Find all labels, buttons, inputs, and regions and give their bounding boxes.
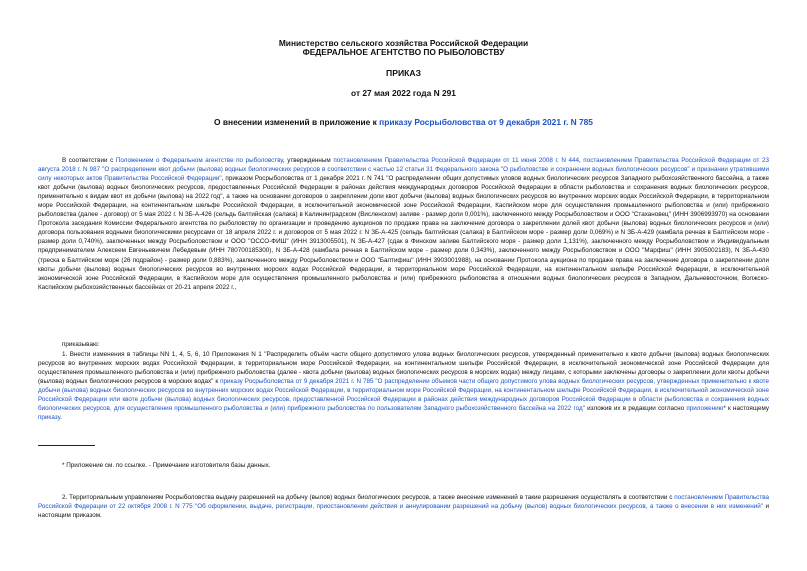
appendix-link[interactable]: приложению [686,405,724,413]
document-type-heading: ПРИКАЗ [386,68,421,78]
title-text: О внесении изменений в приложение к [214,117,380,127]
footnote-divider [38,445,95,446]
document-date: от 27 мая 2022 года N 291 [351,88,456,98]
item-1-text-3: * к настоящему [723,405,770,413]
preamble-paragraph [38,156,769,292]
government-decree-775-link[interactable]: постановлением Правительства Российской Федерации от 22 октября 2008 г. N 775 "Об оформлении, выдаче, регистрации, приостановлении действия и аннулировании разрешений на добычу (вылов) водных биологических ресурсов, а также о внесении в них изменений" [38,494,769,511]
preamble-text-5: , а также на основании договоров о закреплении доли квот добычи (вылова) водных биологических ресурсов во внутренних морских водах Российской Федерации, в территориальном море Российской Федерации, на континентальном шельфе Российской Федерации, в исключительной экономической зоне Российской Федерации, Каспийском море для осуществления промышленного рыболовства и (или) прибрежного рыболовства (далее - договор) от 5 мая 2022 г. N ЗБ-А-426 (сельдь балтийская (салака) в Калининградском (Висленском) заливе - размер доли 0,001%), заключенного между Росрыболовством и ООО "Стахановец" (ИНН 3906993970) на основании Протокола заседания Комиссии Федерального агентства по рыболовству по организации и проведению аукционов по продаже права на заключение договора о закреплении долей квот добычи (вылова) водных биологических ресурсов и (или) договора пользования водными биологическими ресурсами от 18 апреля 2022 г. и договоров от 5 мая 2022 г. N ЗБ-А-425 (сельдь балтийская (салака) в Балтийском море - размер доли 0,069%) и N ЗБ-А-429 (камбала речная в Балтийском море - размер доли 0,740%), заключенных между Росрыболовством и ООО "ОССО-ФИШ" (ИНН 3913005501), N ЗБ-А-427 (сдак в Финском заливе Балтийского моря - размер доли 1,131%), заключенного между Росрыболовством и Индивидуальным предпринимателем Алексеем Евгеньевичем Лебедевым (ИНН 780700185300), N ЗБ-А-428 (камбала речная в Балтийском море - размер доли 0,343%), заключенного между Росрыболовством и ООО "Марфиш" (ИНН 3905002183), N ЗБ-А-430 (треска в Балтийском море (26 подрайон) - размер доли 0,883%), заключенного между Росрыболовством и ООО "Балтифиш" (ИНН 3903001988), на основании Протокола аукциона по продаже права на заключение договора о закреплении доли квоты добычи (вылова) водных биологических ресурсов во внутренних морских водах Российской Федерации, в территориальном море Российской Федерации, на континентальном шельфе Российской Федерации, в исключительной экономической зоне Российской Федерации, в Каспийском море для осуществления промышленного рыболовства и (или) прибрежного рыболовства в отношении водных биологических ресурсов в Западном, Дальневосточном, Волжско-Каспийском рыбохозяйственных бассейнах от 20-21 апреля 2022 г., [38,193,769,291]
preamble-text-2: , утвержденным [282,157,334,164]
footnote: * Приложение см. по ссылке. - Примечание изготовителя базы данных. [62,462,271,469]
preamble-text-4: , приказом Росрыболовства от 1 декабря 2021 г. N 741 "О распределении общих допустимых уловов водных биологических ресурсов Западного рыбохозяйственного бассейна, а также квот добычи (вылова) водных биологических ресурсов, предоставленных Российской Федерации в районах действия международных договоров Российской Федерации в области рыболовства и сохранения водных биологических ресурсов, применительно к видам квот их добычи (вылова) на 2022 год" [38,175,769,201]
item-1-text-4: . [60,414,62,422]
agency-heading: ФЕДЕРАЛЬНОЕ АГЕНТСТВО ПО РЫБОЛОВСТВУ [302,47,505,57]
item-2-text-2: и настоящим приказом. [38,503,769,520]
this-order-link[interactable]: приказу [38,414,61,422]
item-1-text-2: изложив их в редакции согласно [584,405,687,413]
government-decree-987-link[interactable]: постановлением Правительства Российской Федерации от 23 августа 2018 г. N 987 "О распределении квот добычи (вылова) водных биологических ресурсов в соответствии с частью 12 статьи 31 Федерального закона "О рыболовстве и сохранении водных биологических ресурсов" и признании утратившими силу некоторых актов Правительства Российской Федерации" [38,157,769,183]
order-keyword: приказываю: [62,341,100,348]
preamble-text-3: , [578,157,584,164]
document-title [0,117,807,127]
preamble-text-1: В соответствии с [62,157,116,164]
government-decree-444-link[interactable]: постановлением Правительства Российской Федерации от 11 июня 2008 г. N 444 [333,157,579,164]
item-2-text-1: 2. Территориальным управлениям Росрыболовства выдачу разрешений на добычу (вылов) водных биологических ресурсов, а также внесение изменений в такие разрешения осуществлять в соответствии с [62,494,675,501]
item-1-text-1: 1. Внести изменения в таблицы NN 1, 4, 5, 6, 10 Приложения N 1 "Распределить объём части общего допустимого улова водных биологических ресурсов, утвержденный применительно к квоте добычи (вылова) водных биологических ресурсов во внутренних морских водах Российской Федерации, в территориальном море Российской Федерации, на континентальном шельфе Российской Федерации, в исключительной экономической зоне Российской Федерации для осуществления промышленного рыболовства и (или) прибрежного рыболовства (далее - квота добычи (вылова) водных биологических ресурсов в морских водах) между лицами, с которыми заключены договоры о закреплении доли квоты добычи (вылова) водных биологических ресурсов в морских водах" к [38,351,769,386]
item-1-paragraph [38,350,769,422]
ministry-heading: Министерство сельского хозяйства Российской Федерации [278,38,529,48]
order-785-link[interactable]: приказу Росрыболовства от 9 декабря 2021 г. N 785 "О распределении объемов части общего допустимого улова водных биологических ресурсов, утвержденных применительно к квоте добычи (вылова) водных биологических ресурсов во внутренних морских водах Российской Федерации, в территориальном море Российской Федерации, на континентальном шельфе Российской Федерации, в исключительной экономической зоне Российской Федерации или квоте добычи (вылова) водных биологических ресурсов, предоставленной Российской Федерации в районах действия международных договоров Российской Федерации в области рыболовства и сохранения водных биологических ресурсов, для осуществления промышленного рыболовства и (или) прибрежного рыболовства по пользователям Западного рыбохозяйственного бассейна на 2022 год" [38,378,769,413]
title-order-link[interactable]: приказу Росрыболовства от 9 декабря 2021 г. N 785 [379,117,593,127]
regulation-link[interactable]: Положением о Федеральном агентстве по рыболовству [115,157,283,164]
item-2-paragraph [38,493,769,520]
